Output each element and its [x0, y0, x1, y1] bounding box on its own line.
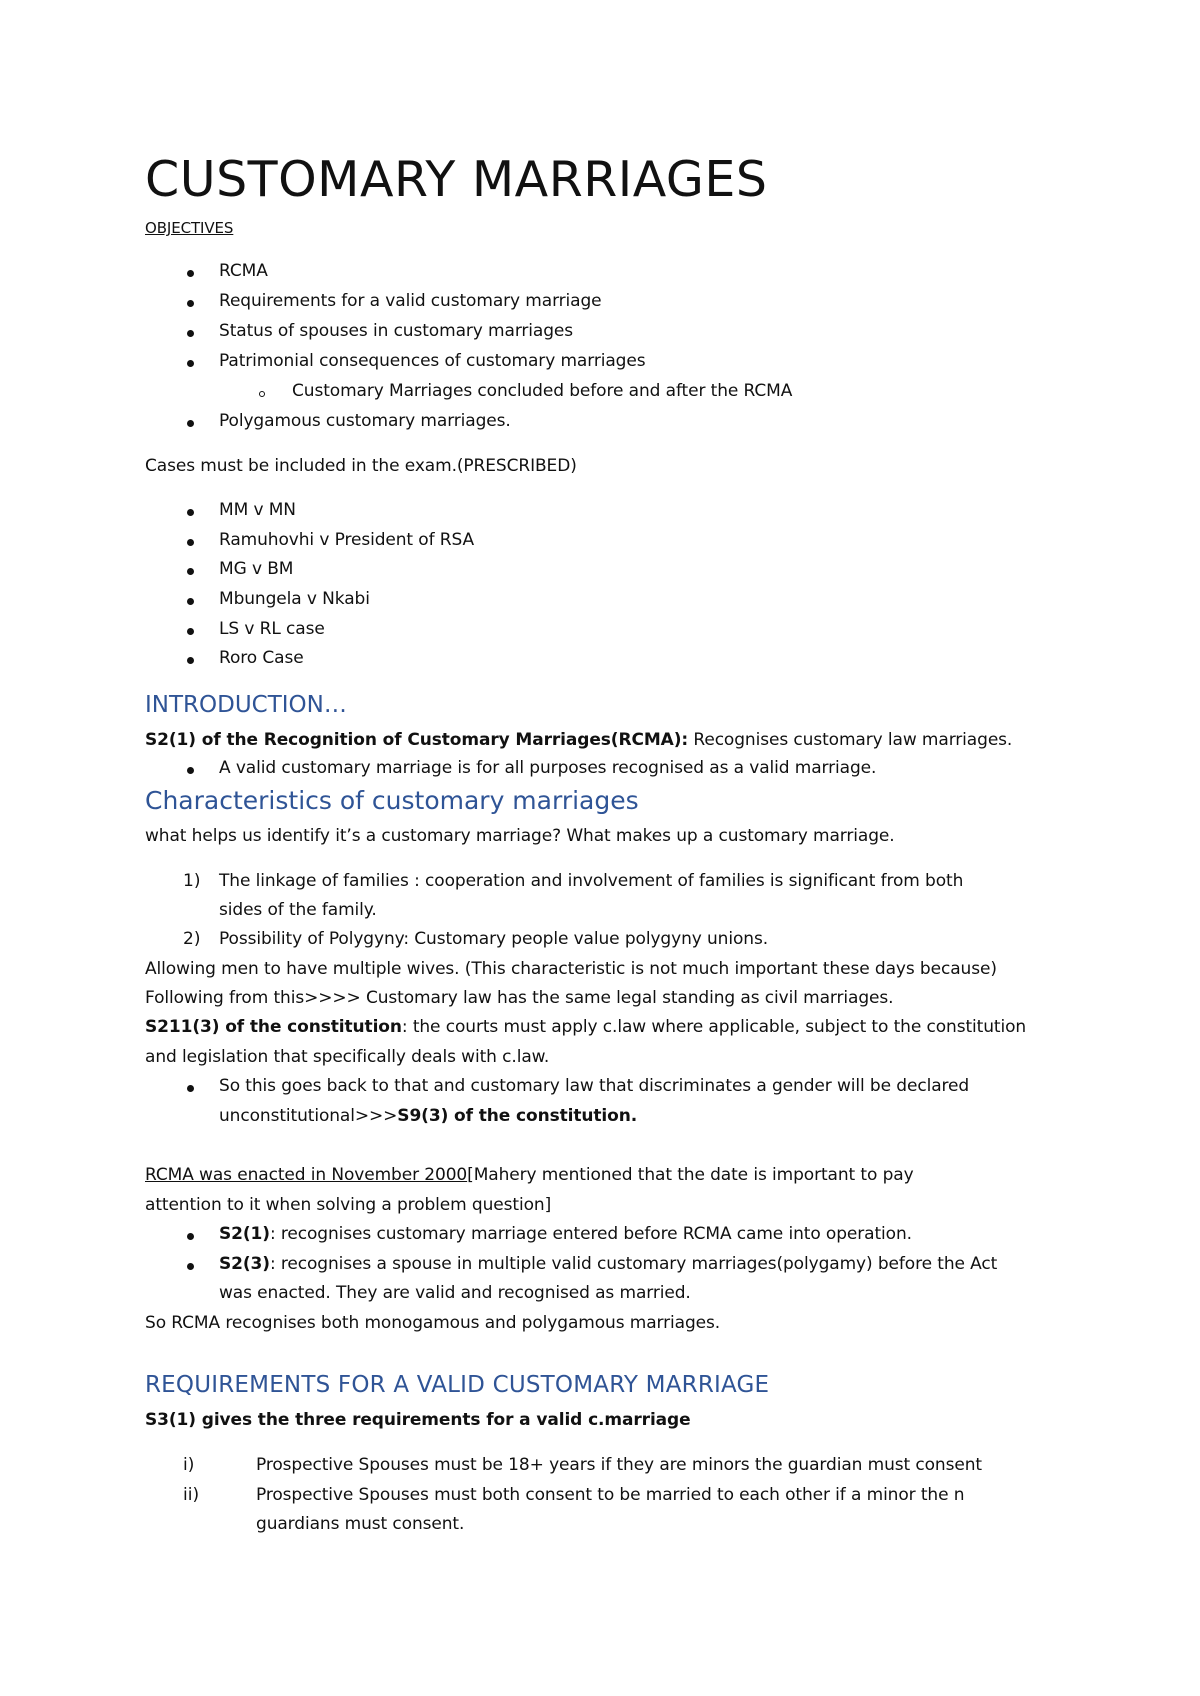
- list-item: Requirements for a valid customary marriage: [219, 291, 602, 311]
- bullet-icon: [187, 1263, 194, 1270]
- underlined-text: RCMA was enacted in November 2000: [145, 1165, 468, 1185]
- plain-text: [Mahery mentioned that the date is important to pay: [467, 1165, 914, 1185]
- paragraph: So RCMA recognises both monogamous and polygamous marriages.: [145, 1313, 721, 1333]
- bullet-icon: [187, 767, 194, 774]
- paragraph: Following from this>>>> Customary law has the same legal standing as civil marriages.: [145, 988, 894, 1008]
- list-item: MM v MN: [219, 500, 296, 520]
- bullet-icon: [187, 657, 194, 664]
- list-item: [219, 1252, 997, 1276]
- s211-bold: S211(3) of the constitution: [145, 1017, 402, 1037]
- list-item: Ramuhovhi v President of RSA: [219, 530, 475, 550]
- s211-rest: : the courts must apply c.law where applicable, subject to the constitution: [401, 1017, 1027, 1037]
- cases-intro: Cases must be included in the exam.(PRESCRIBED): [145, 456, 577, 476]
- list-item: Possibility of Polygyny: Customary people value polygyny unions.: [219, 929, 769, 949]
- list-item: The linkage of families : cooperation and involvement of families is significant from both: [219, 871, 964, 891]
- bullet-icon: [187, 330, 194, 337]
- rcma-paragraph: [145, 1163, 914, 1187]
- list-item-continuation: sides of the family.: [219, 900, 377, 920]
- bullet-icon: [187, 1085, 194, 1092]
- paragraph: Allowing men to have multiple wives. (This characteristic is not much important these days because): [145, 959, 997, 979]
- list-item: So this goes back to that and customary law that discriminates a gender will be declared: [219, 1076, 970, 1096]
- objectives-label: OBJECTIVES: [145, 219, 234, 237]
- list-item: Roro Case: [219, 648, 304, 668]
- introduction-heading: INTRODUCTION…: [145, 692, 347, 718]
- list-item: Prospective Spouses must be 18+ years if they are minors the guardian must consent: [256, 1455, 982, 1475]
- bullet-icon: [187, 509, 194, 516]
- bold-text: S2(3): [219, 1254, 270, 1274]
- hollow-bullet-icon: [259, 391, 265, 397]
- intro-bullet: A valid customary marriage is for all purposes recognised as a valid marriage.: [219, 758, 877, 778]
- list-item-continuation: [219, 1104, 637, 1128]
- list-number: 1): [183, 871, 201, 891]
- list-item: Polygamous customary marriages.: [219, 411, 511, 431]
- s2-bold: S2(1) of the Recognition of Customary Marriages(RCMA):: [145, 730, 689, 750]
- list-item: RCMA: [219, 261, 268, 281]
- bullet-icon: [187, 360, 194, 367]
- bold-text: S9(3) of the constitution.: [397, 1106, 638, 1126]
- characteristics-heading: Characteristics of customary marriages: [145, 786, 639, 815]
- list-item-continuation: was enacted. They are valid and recognised as married.: [219, 1283, 691, 1303]
- list-number: i): [183, 1455, 195, 1475]
- list-item-continuation: guardians must consent.: [256, 1514, 465, 1534]
- s3-paragraph: [145, 1408, 691, 1432]
- plain-text: : recognises a spouse in multiple valid customary marriages(polygamy) before the Act: [269, 1254, 998, 1274]
- list-item: LS v RL case: [219, 619, 325, 639]
- bullet-icon: [187, 628, 194, 635]
- requirements-heading: REQUIREMENTS FOR A VALID CUSTOMARY MARRIAGE: [145, 1372, 770, 1398]
- s2-paragraph: [145, 728, 1012, 752]
- bullet-icon: [187, 598, 194, 605]
- bullet-icon: [187, 1233, 194, 1240]
- list-item: Prospective Spouses must both consent to be married to each other if a minor the n: [256, 1485, 965, 1505]
- list-item: MG v BM: [219, 559, 294, 579]
- bold-text: S3(1) gives the three requirements for a valid c.marriage: [145, 1410, 691, 1430]
- list-item: Patrimonial consequences of customary marriages: [219, 351, 646, 371]
- characteristics-question: what helps us identify it’s a customary marriage? What makes up a customary marriage.: [145, 826, 895, 846]
- bullet-icon: [187, 539, 194, 546]
- paragraph: attention to it when solving a problem question]: [145, 1195, 552, 1215]
- paragraph: and legislation that specifically deals with c.law.: [145, 1047, 550, 1067]
- bullet-icon: [187, 300, 194, 307]
- bold-text: S2(1): [219, 1224, 270, 1244]
- bullet-icon: [187, 270, 194, 277]
- list-item: Mbungela v Nkabi: [219, 589, 370, 609]
- bullet-icon: [187, 420, 194, 427]
- plain-text: : recognises customary marriage entered before RCMA came into operation.: [269, 1224, 912, 1244]
- list-number: 2): [183, 929, 201, 949]
- s2-rest: Recognises customary law marriages.: [688, 730, 1013, 750]
- page-title: CUSTOMARY MARRIAGES: [145, 151, 768, 208]
- list-subitem: Customary Marriages concluded before and after the RCMA: [292, 381, 793, 401]
- list-number: ii): [183, 1485, 200, 1505]
- bullet-icon: [187, 568, 194, 575]
- plain-text: unconstitutional>>>: [219, 1106, 398, 1126]
- list-item: Status of spouses in customary marriages: [219, 321, 574, 341]
- s211-paragraph: [145, 1015, 1026, 1039]
- list-item: [219, 1222, 912, 1246]
